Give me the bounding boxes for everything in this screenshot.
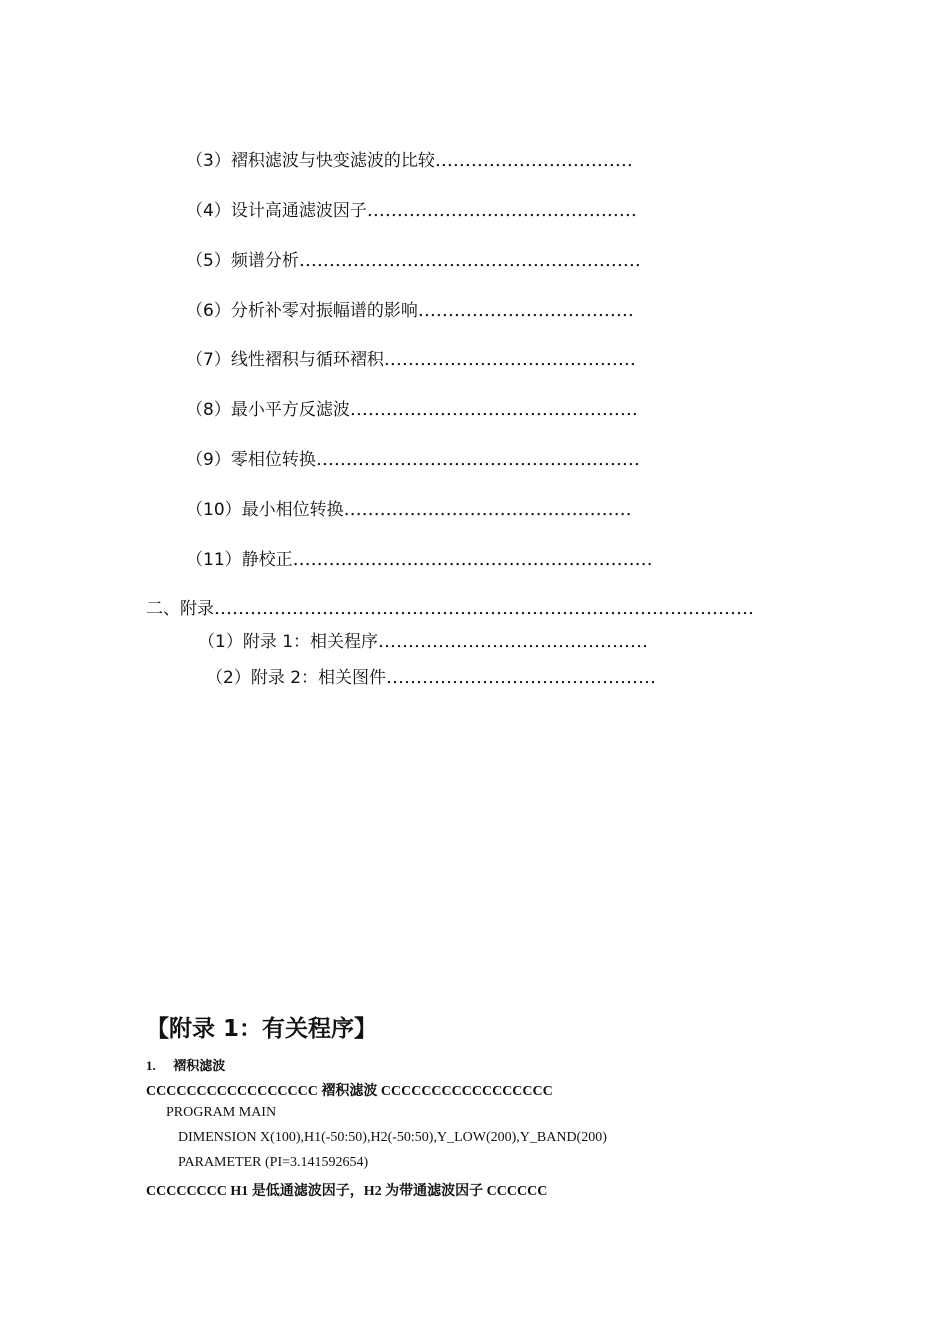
toc-item[interactable]: [186, 448, 640, 472]
toc-subitem-label: （1）附录 1：相关程序: [198, 632, 379, 652]
toc-item-leader: ……………………………………………………: [292, 549, 653, 570]
toc-subitem-label: （2）附录 2：相关图件: [206, 668, 387, 688]
code-line-program: PROGRAM MAIN: [166, 1105, 277, 1120]
toc-item-label: （9）零相位转换: [186, 450, 316, 470]
toc-item-label: （4）设计高通滤波因子: [186, 201, 367, 221]
toc-subitem[interactable]: [206, 666, 656, 690]
appendix-item-heading: [146, 1055, 225, 1075]
code-comment-line: CCCCCCCC H1 是低通滤波因子，H2 为带通滤波因子 CCCCCC: [146, 1184, 548, 1199]
toc-item-leader: ………………………………: [417, 300, 634, 321]
toc-item[interactable]: [186, 398, 638, 422]
toc-item[interactable]: [186, 299, 634, 323]
appendix-title: 【附录 1：有关程序】: [146, 1016, 378, 1042]
toc-item-label: （11）静校正: [186, 550, 293, 570]
toc-item-label: （8）最小平方反滤波: [186, 400, 350, 420]
toc-item[interactable]: [186, 548, 653, 572]
toc-item-leader: ………………………………………………: [315, 449, 640, 470]
toc-item[interactable]: [186, 249, 641, 273]
toc-subitem[interactable]: [198, 630, 648, 654]
toc-item-leader: ……………………………………: [383, 349, 636, 370]
toc-item[interactable]: [186, 498, 632, 522]
toc-item-label: （6）分析补零对振幅谱的影响: [186, 301, 418, 321]
toc-item-label: （3）褶积滤波与快变滤波的比较: [186, 151, 435, 171]
toc-subitem-leader: ………………………………………: [378, 631, 649, 652]
toc-subitem-leader: ………………………………………: [386, 667, 657, 688]
toc-item-label: （5）频谱分析: [186, 251, 299, 271]
toc-item-label: （7）线性褶积与循环褶积: [186, 350, 384, 370]
code-line-parameter: PARAMETER (PI=3.141592654): [178, 1155, 369, 1170]
item-number: 1.: [146, 1058, 156, 1073]
toc-item-leader: ………………………………………: [366, 200, 637, 221]
toc-item[interactable]: [186, 199, 637, 223]
toc-section-appendix[interactable]: [146, 597, 754, 621]
toc-section-label: 二、附录: [146, 599, 214, 619]
item-label: 褶积滤波: [173, 1059, 226, 1074]
toc-section-leader: ………………………………………………………………………………: [214, 598, 754, 619]
toc-item-leader: …………………………………………………: [298, 250, 641, 271]
code-line-dimension: DIMENSION X(100),H1(-50:50),H2(-50:50),Y_LOW(200),Y_BAND(200): [178, 1130, 607, 1145]
toc-item[interactable]: [186, 149, 633, 173]
toc-item-leader: …………………………………………: [343, 499, 632, 520]
toc-item-leader: …………………………………………: [349, 399, 638, 420]
code-comment-line: CCCCCCCCCCCCCCCCC 褶积滤波 CCCCCCCCCCCCCCCCC: [146, 1084, 553, 1099]
toc-item[interactable]: [186, 348, 636, 372]
toc-item-label: （10）最小相位转换: [186, 500, 344, 520]
toc-item-leader: ……………………………: [434, 150, 633, 171]
